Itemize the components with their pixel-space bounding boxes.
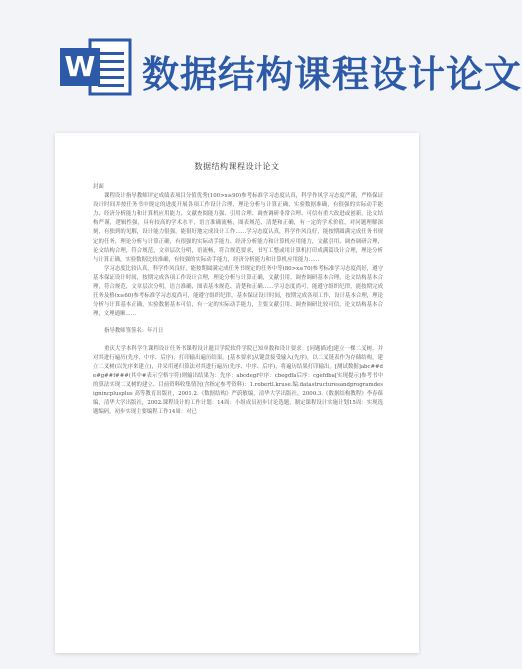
banner: [0, 0, 522, 120]
word-icon-letter: W: [64, 50, 96, 83]
paragraph: 学习态度比较认真，科学作风良好，能按期圆满完成任务书规定的任务中等(80>x≥70)参考标准学习态度尚好，遵守基本保证设计时间，按期完成各项工作设计合理，理论分析与计算正确，文献引用、调查调研基本合理，论文结构基本合理，符合规范，文章层次分明，语言准确，图表基本规范、清楚和正确……学习态度尚可，能遵守组织纪律，能按期完成任务及格(x≥60)参考标准学习态度尚可，能遵守组织纪律，基本保证设计时间，按期完成各项工作，设计基本合理，理论分析与计算基本正确，实验数据基本可信，有一定的实际动手能力，主要文献引用、调查调研比较可信，论文结构基本合理，文理通顺……: [93, 265, 383, 318]
paragraph: 课程设计指导教师评定成绩表项目分值优秀(100>x≥90)参考标准学习态度认真，科学作风学习态度严谨，严格保证设计时间并按任务书中规定的进度开展各项工作设计合理，理论分析与计算正确，实验数据准确，有很强的实际动手能力、经济分析能力和计算机应用能力，文献查阅能力强、引用合理、调查调研非常合理、可信有重大改进或创新，论文结构严谨，逻辑性强，具有较高的学术水平，语言准确流畅，图表规范、清楚和正确，有一定的学术价值，对问题理解深刻，有独到的见解，设计能力很强，能很好地完成设计工作……学习态度认真，科学作风良好，能按期圆满完成任务书规定的任务，理论分析与计算正确，有很强的实际动手能力、经济分析能力和计算机应用能力，文献引用、调查调研合理，论文结构合理，符合规范，文章层次分明，语流畅，符合规范要求，书写工整或用计算机打印成满篇设计合理，理论分析与计算正确，实验数据比较准确，有较强的实际动手能力，经济分析能力和计算机应用能力……: [93, 193, 383, 263]
cover-label: 封面: [93, 184, 104, 190]
document-title: 数据结构课程设计论文: [194, 162, 280, 171]
document-page: [55, 133, 419, 653]
banner-title: 数据结构课程设计论文: [142, 53, 522, 96]
word-icon: [60, 38, 132, 96]
signature-line: 指导教师签签名：年月日: [104, 328, 164, 335]
document-body: [93, 183, 383, 417]
task-paragraph: 重庆大学本科学生课程设计任务书课程设计题目学院软件学院已知单数和设计要求：[问题描述]建立一棵二叉树，并对其进行遍历(先序、中序、后序)，打印输出遍历结果。[基本要求]从键盘接受输入(先序)，以二叉链表作为存储结构，建立二叉树(以先序来建立)，并采用递归算法对其进行遍历(先序、中序、后序)，将遍历结果打印输出。[测试数据]abc##de#g##f###(其中#表示空格字符)则输出结果为：先序：abcdegf中序：cbegdfa后序：cgefdba[实现提示]参考书中的算法实现二叉树的建立、目前资料收集情况(含指定参考资料)：1.robertl.kruse.编.datastructuresandprogramdesignincplusplus 高等教育出版社，2001.2.《数据结构》严蔚敏编，清华大学出版社，2000.3.《数据结构教程》李春葆编，清华大学出版社，2002.课程设计的工作计划：14周：小组成员初步讨论选题，制定课程设计实施计划15周：实现选题编码，初步实现主要编程工作14周：对已: [93, 345, 383, 416]
